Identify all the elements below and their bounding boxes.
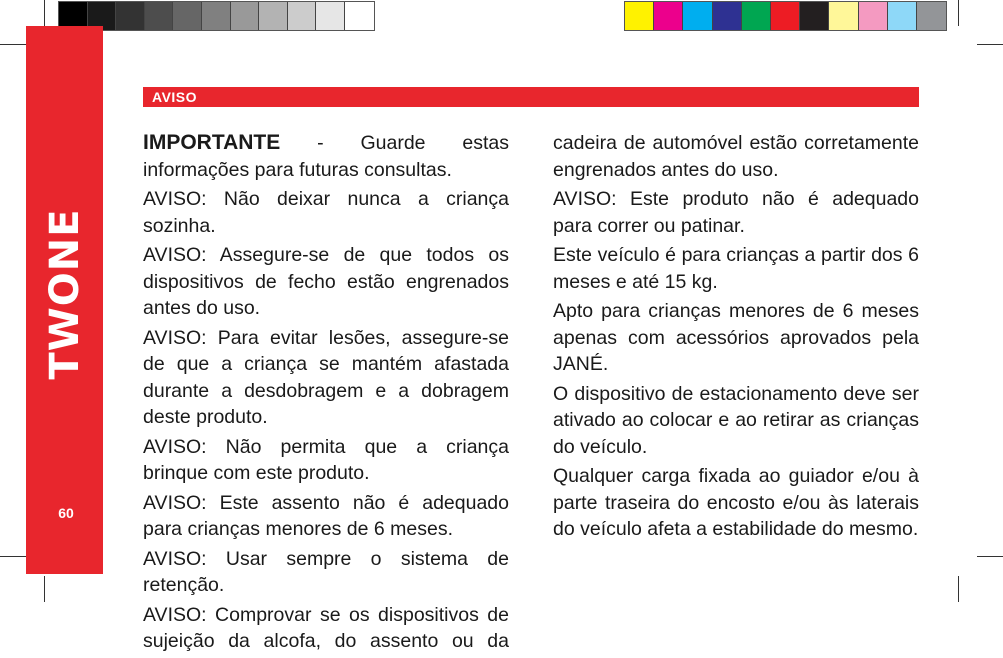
warning-paragraph: cadeira de automóvel estão corretamente engrenados antes do uso. [553,132,919,181]
section-header-label: AVISO [152,89,198,105]
color-calibration-bar [624,1,947,31]
warning-paragraph: AVISO: Comprovar se os dispositivos de sujeição da alcofa, do assento ou da [143,603,509,652]
warning-paragraph: Este veículo é para crianças a partir dos 6 meses e até 15 kg. [553,244,919,293]
calibration-swatch [888,2,917,30]
warning-paragraph: AVISO: Este assento não é adequado para crianças menores de 6 meses. [143,491,509,540]
crop-mark [958,576,959,602]
warning-paragraph: Apto para crianças menores de 6 meses apenas com acessórios aprovados pela JANÉ. [553,300,919,375]
crop-mark [958,0,959,26]
lead-rest-text: - Guarde estas informações para futuras consultas. [143,132,509,181]
crop-mark [0,44,26,45]
calibration-swatch [625,2,654,30]
warning-paragraph: AVISO: Assegure-se de que todos os dispositivos de fecho estão engrenados antes do uso. [143,244,509,319]
calibration-swatch [288,2,317,30]
lead-bold-text: IMPORTANTE [143,131,281,154]
calibration-swatch [345,2,374,30]
calibration-swatch [771,2,800,30]
calibration-swatch [683,2,712,30]
section-header-band [143,87,919,107]
grayscale-calibration-bar [58,1,375,31]
right-text-column [553,130,919,546]
brand-title: TWONE [42,208,88,380]
calibration-swatch [800,2,829,30]
warning-paragraph: AVISO: Não permita que a criança brinque com este produto. [143,435,509,484]
lead-paragraph [143,130,509,183]
calibration-swatch [859,2,888,30]
calibration-swatch [654,2,683,30]
calibration-swatch [316,2,345,30]
warning-paragraph: O dispositivo de estacionamento deve ser ativado ao colocar e ao retirar as crianças do veículo. [553,382,919,458]
page-number: 60 [58,505,74,521]
calibration-swatch [145,2,174,30]
crop-mark [977,556,1003,557]
warning-paragraph: Qualquer carga fixada ao guiador e/ou à parte traseira do encosto e/ou às laterais do veículo afeta a estabilidade do mesmo. [553,465,919,540]
crop-mark [44,0,45,26]
calibration-swatch [259,2,288,30]
calibration-swatch [231,2,260,30]
calibration-swatch [742,2,771,30]
warning-paragraph: AVISO: Este produto não é adequado para correr ou patinar. [553,188,919,237]
crop-mark [0,556,26,557]
warning-paragraph: AVISO: Usar sempre o sistema de retenção. [143,547,509,596]
calibration-swatch [116,2,145,30]
warning-paragraph: AVISO: Para evitar lesões, assegure-se de que a criança se mantém afastada durante a desdobragem e a dobragem deste produto. [143,326,509,428]
warning-paragraph: AVISO: Não deixar nunca a criança sozinha. [143,188,509,237]
crop-mark [977,44,1003,45]
calibration-swatch [713,2,742,30]
crop-mark [44,576,45,602]
calibration-swatch [917,2,946,30]
calibration-swatch [173,2,202,30]
calibration-swatch [202,2,231,30]
left-text-column [143,130,509,658]
calibration-swatch [829,2,858,30]
